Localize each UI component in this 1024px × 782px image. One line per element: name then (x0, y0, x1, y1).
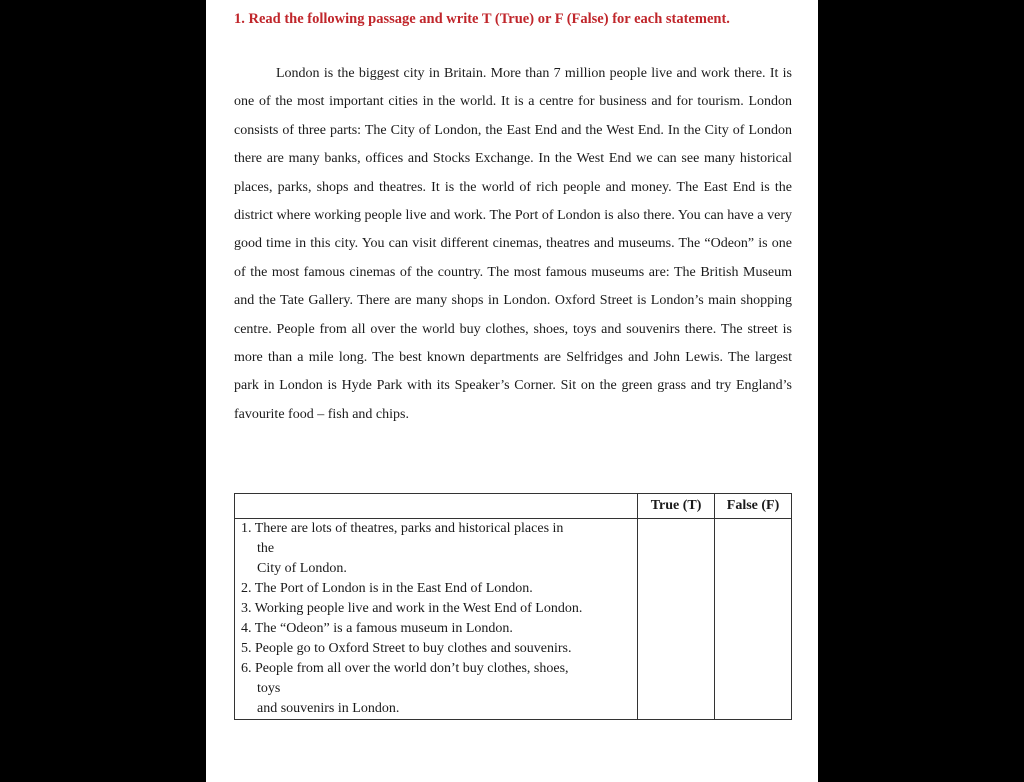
statement-4: 4. The “Odeon” is a famous museum in London. (241, 621, 513, 636)
statement-6-line-2: toys (257, 681, 281, 696)
statement-3: 3. Working people live and work in the West End of London. (241, 601, 583, 616)
true-column-header: True (T) (638, 494, 715, 519)
statement-1-line-2: the (257, 541, 275, 556)
statement-1-line-1: 1. There are lots of theatres, parks and historical places in (241, 521, 564, 536)
statement-5: 5. People go to Oxford Street to buy clothes and souvenirs. (241, 641, 572, 656)
reading-passage: London is the biggest city in Britain. More than 7 million people live and work there. It is one of the most important cities in the world. It is a centre for business and for tourism. London consists of three parts: The City of London, the East End and the West End. In the City of London there are many banks, offices and Stocks Exchange. In the West End we can see many historical places, parks, shops and theatres. It is the world of rich people and money. The East End is the district where working people live and work. The Port of London is also there. You can have a very good time in this city. You can visit different cinemas, theatres and museums. The “Odeon” is one of the most famous cinemas of the country. The most famous museums are: The British Museum and the Tate Gallery. There are many shops in London. Oxford Street is London’s main shopping centre. People from all over the world buy clothes, shoes, toys and souvenirs there. The street is more than a mile long. The best known departments are Selfridges and John Lewis. The largest park in London is Hyde Park with its Speaker’s Corner. Sit on the green grass and try England’s favourite food – fish and chips. (234, 66, 792, 422)
false-answer-cell[interactable] (715, 519, 792, 720)
statement-2: 2. The Port of London is in the East End of London. (241, 581, 533, 596)
true-answer-cell[interactable] (638, 519, 715, 720)
statement-1-line-3: City of London. (257, 561, 347, 576)
statements-cell (235, 519, 638, 720)
statement-6-line-1: 6. People from all over the world don’t buy clothes, shoes, (241, 661, 569, 676)
table-row (235, 519, 792, 720)
true-false-table (234, 493, 792, 720)
worksheet-page (206, 0, 818, 782)
statement-header (235, 494, 638, 519)
task-title: 1. Read the following passage and write T (True) or F (False) for each statement. (234, 11, 730, 27)
table-header-row (235, 494, 792, 519)
statement-6-line-3: and souvenirs in London. (257, 701, 400, 716)
false-column-header: False (F) (715, 494, 792, 519)
